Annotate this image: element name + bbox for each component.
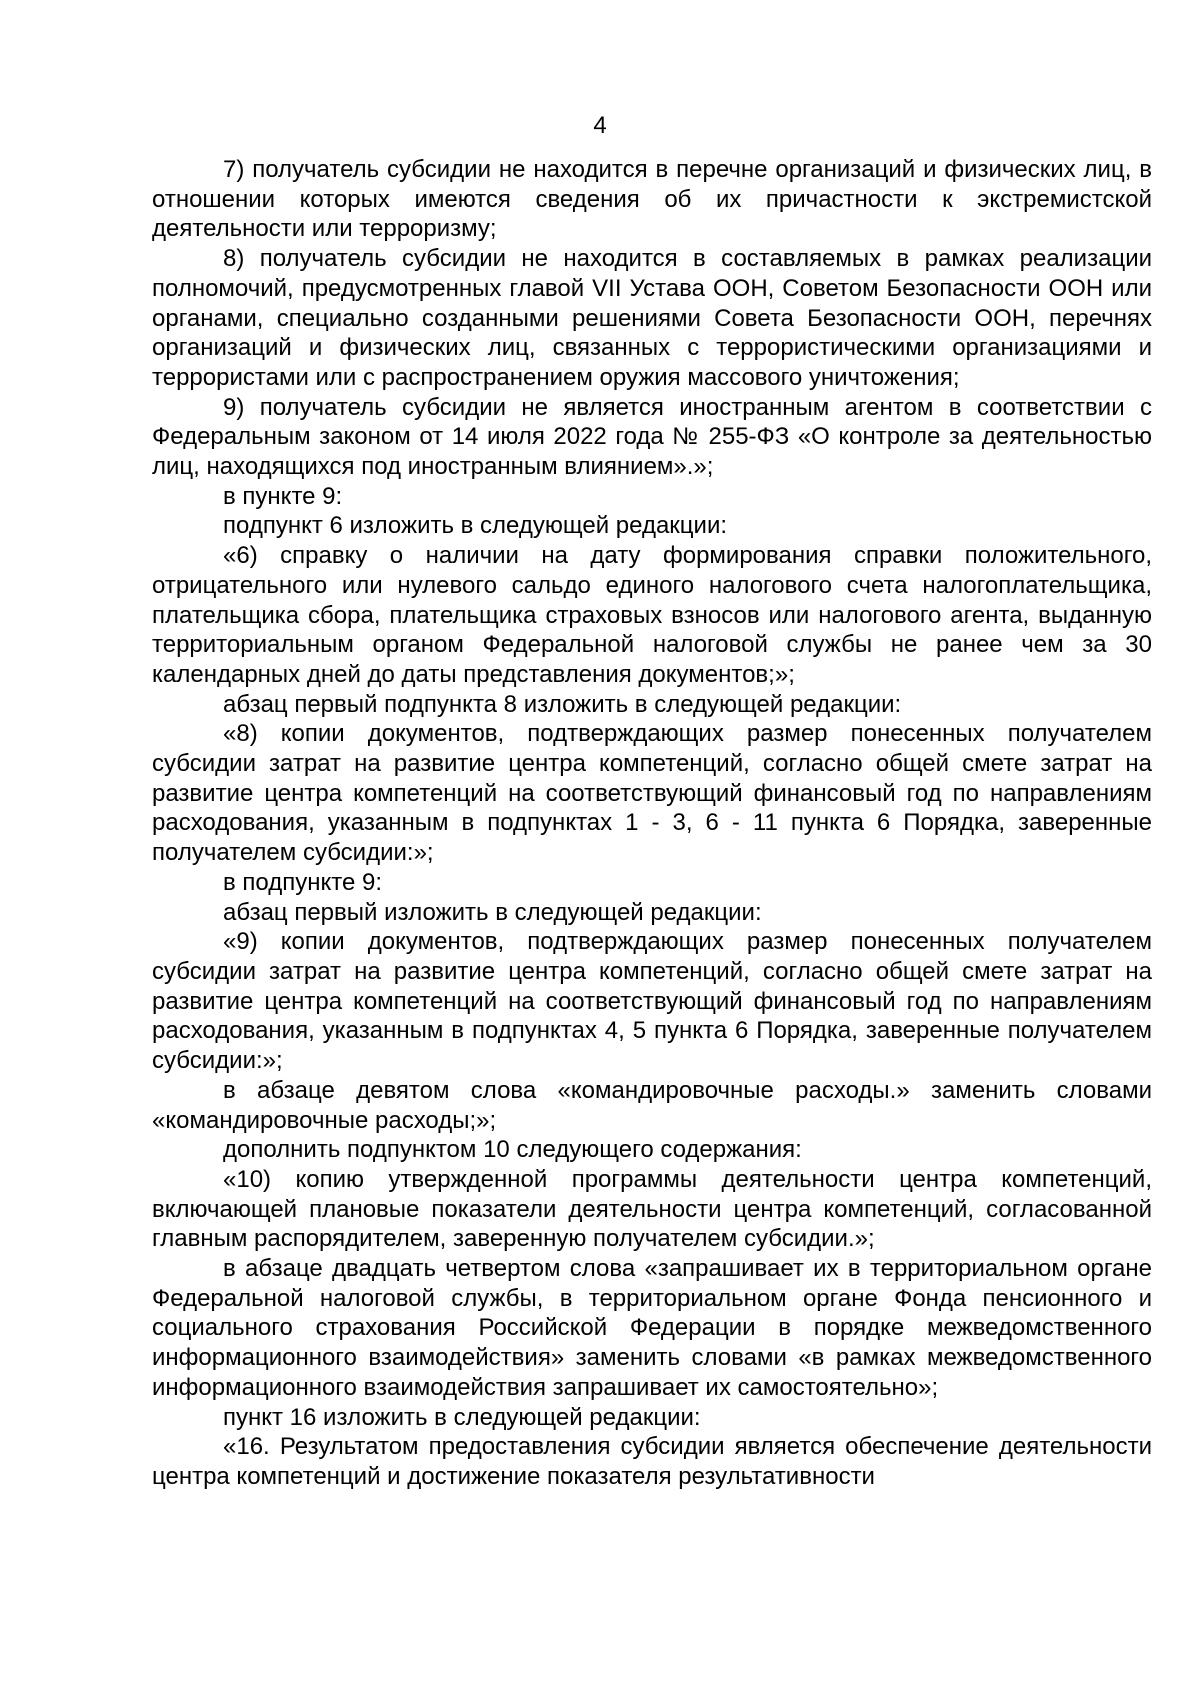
paragraph-clause-16-intro: пункт 16 изложить в следующей редакции: <box>223 1403 701 1431</box>
paragraph-subclause-10-intro: дополнить подпунктом 10 следующего содержания: <box>223 1136 802 1164</box>
paragraph-subclause-9-intro: абзац первый изложить в следующей редакции: <box>223 898 762 926</box>
paragraph-item-7: 7) получатель субсидии не находится в перечне организаций и физических лиц, в отношении которых имеются сведения об их причастности к экстремистской деятельности или терроризму; <box>152 156 1152 243</box>
paragraph-subclause-10-text: «10) копию утвержденной программы деятельности центра компетенций, включающей плановые показатели деятельности центра компетенций, согласованной главным распорядителем, заверенную получателем субсидии.»; <box>152 1165 1152 1253</box>
paragraph-item-8: 8) получатель субсидии не находится в составляемых в рамках реализации полномочий, предусмотренных главой VII Устава ООН, Советом Безопасности ООН или органами, специально созданными решениями Совета Безопасности ООН, перечнях организаций и физических лиц, связанных с террористическими организациями и террористами или с распространением оружия массового уничтожения; <box>152 245 1152 391</box>
paragraph-in-subclause-9: в подпункте 9: <box>223 868 383 896</box>
paragraph-subclause-9-text: «9) копии документов, подтверждающих размер понесенных получателем субсидии затрат на развитие центра компетенций, согласно общей смете затрат на развитие центра компетенций на соответствующий финансовый год по направлениям расходования, указанным в подпунктах 4, 5 пункта 6 Порядка, заверенные получателем субсидии:»; <box>152 928 1152 1075</box>
paragraph-subclause-6-text: «6) справку о наличии на дату формирования справки положительного, отрицательного или нулевого сальдо единого налогового счета налогоплательщика, плательщика сбора, плательщика страховых взносов или налогового агента, выданную территориальным органом Федеральной налоговой службы не ранее чем за 30 календарных дней до даты представления документов;»; <box>152 542 1152 688</box>
page-number: 4 <box>593 112 607 139</box>
paragraph-clause-16-text: «16. Результатом предоставления субсидии является обеспечение деятельности центра компетенций и достижение показателя результативности <box>152 1433 1152 1490</box>
paragraph-ninth-paragraph-change: в абзаце девятом слова «командировочные расходы.» заменить словами «командировочные расходы;»; <box>152 1076 1152 1134</box>
paragraph-item-9: 9) получатель субсидии не является иностранным агентом в соответствии с Федеральным законом от 14 июля 2022 года № 255-ФЗ «О контроле за деятельностью лиц, находящихся под иностранным влиянием».»; <box>152 393 1152 481</box>
paragraph-subclause-8-text: «8) копии документов, подтверждающих размер понесенных получателем субсидии затрат на развитие центра компетенций, согласно общей смете затрат на развитие центра компетенций на соответствующий финансовый год по направлениям расходования, указанным в подпунктах 1 - 3, 6 - 11 пункта 6 Порядка, заверенные получателем субсидии:»; <box>152 720 1152 867</box>
paragraph-subclause-8-intro: абзац первый подпункта 8 изложить в следующей редакции: <box>223 690 902 718</box>
paragraph-in-clause-9: в пункте 9: <box>223 482 343 510</box>
paragraph-subclause-6-intro: подпункт 6 изложить в следующей редакции: <box>223 512 728 540</box>
document-body <box>152 155 1152 1492</box>
paragraph-twenty-fourth-change: в абзаце двадцать четвертом слова «запрашивает их в территориальном органе Федеральной налоговой службы, в территориальном органе Фонда пенсионного и социального страхования Российской Федерации в порядке межведомственного информационного взаимодействия» заменить словами «в рамках межведомственного информационного взаимодействия запрашивает их самостоятельно»; <box>152 1255 1152 1401</box>
